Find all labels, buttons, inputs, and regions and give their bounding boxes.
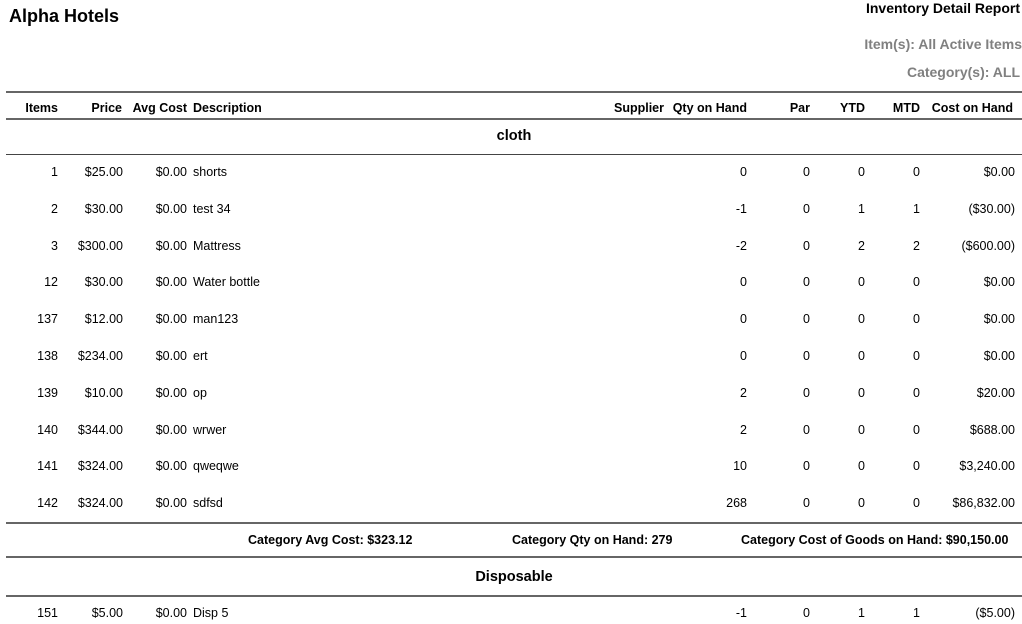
row-cell-item: 142 xyxy=(37,496,58,510)
column-header-cost-on-hand: Cost on Hand xyxy=(931,101,1013,115)
row-cell-item: 2 xyxy=(51,202,58,216)
row-cell-qty: 268 xyxy=(726,496,747,510)
row-cell-item: 137 xyxy=(37,312,58,326)
row-cell-ytd: 0 xyxy=(858,496,865,510)
row-cell-avg-cost: $0.00 xyxy=(155,606,187,620)
divider xyxy=(6,118,1022,120)
divider xyxy=(6,595,1022,597)
row-cell-par: 0 xyxy=(803,459,810,473)
row-cell-mtd: 0 xyxy=(913,349,920,363)
row-cell-par: 0 xyxy=(803,239,810,253)
row-cell-avg-cost: $0.00 xyxy=(155,423,187,437)
row-cell-qty: 2 xyxy=(740,423,747,437)
divider xyxy=(6,91,1022,93)
row-cell-par: 0 xyxy=(803,202,810,216)
divider xyxy=(6,556,1022,558)
category-heading-cloth: cloth xyxy=(496,128,532,144)
row-cell-description: wrwer xyxy=(193,423,227,437)
row-cell-ytd: 1 xyxy=(858,202,865,216)
row-cell-ytd: 2 xyxy=(858,239,865,253)
row-cell-par: 0 xyxy=(803,423,810,437)
category-avg-cost: Category Avg Cost: $323.12 xyxy=(248,533,413,547)
column-header-qty-on-hand: Qty on Hand xyxy=(672,101,747,115)
row-cell-avg-cost: $0.00 xyxy=(155,349,187,363)
report-title: Inventory Detail Report xyxy=(865,0,1020,16)
row-cell-cost: $3,240.00 xyxy=(959,459,1015,473)
row-cell-price: $30.00 xyxy=(84,202,123,216)
row-cell-mtd: 0 xyxy=(913,165,920,179)
row-cell-qty: 10 xyxy=(733,459,747,473)
row-cell-description: op xyxy=(193,386,207,400)
row-cell-avg-cost: $0.00 xyxy=(155,275,187,289)
row-cell-avg-cost: $0.00 xyxy=(155,312,187,326)
row-cell-item: 140 xyxy=(37,423,58,437)
row-cell-ytd: 0 xyxy=(858,312,865,326)
row-cell-mtd: 0 xyxy=(913,275,920,289)
row-cell-price: $12.00 xyxy=(84,312,123,326)
row-cell-price: $324.00 xyxy=(77,459,123,473)
row-cell-cost: ($30.00) xyxy=(968,202,1015,216)
row-cell-ytd: 0 xyxy=(858,423,865,437)
column-header-description: Description xyxy=(193,101,262,115)
row-cell-ytd: 0 xyxy=(858,275,865,289)
column-header-avg-cost: Avg Cost xyxy=(132,101,187,115)
row-cell-cost: ($5.00) xyxy=(975,606,1015,620)
row-cell-price: $30.00 xyxy=(84,275,123,289)
row-cell-item: 139 xyxy=(37,386,58,400)
row-cell-qty: -2 xyxy=(735,239,747,253)
column-header-par: Par xyxy=(789,101,810,115)
column-header-supplier: Supplier xyxy=(613,101,664,115)
row-cell-mtd: 0 xyxy=(913,496,920,510)
row-cell-avg-cost: $0.00 xyxy=(155,459,187,473)
row-cell-price: $344.00 xyxy=(77,423,123,437)
divider xyxy=(6,154,1022,155)
category-filter: Category(s): ALL xyxy=(906,64,1020,80)
row-cell-par: 0 xyxy=(803,606,810,620)
row-cell-mtd: 0 xyxy=(913,423,920,437)
row-cell-avg-cost: $0.00 xyxy=(155,496,187,510)
row-cell-price: $300.00 xyxy=(77,239,123,253)
row-cell-ytd: 1 xyxy=(858,606,865,620)
row-cell-cost: $0.00 xyxy=(983,165,1015,179)
row-cell-mtd: 0 xyxy=(913,459,920,473)
row-cell-avg-cost: $0.00 xyxy=(155,165,187,179)
row-cell-avg-cost: $0.00 xyxy=(155,202,187,216)
category-heading-disposable: Disposable xyxy=(475,569,553,585)
column-header-ytd: YTD xyxy=(840,101,865,115)
row-cell-item: 1 xyxy=(51,165,58,179)
row-cell-mtd: 0 xyxy=(913,386,920,400)
divider xyxy=(6,522,1022,524)
row-cell-avg-cost: $0.00 xyxy=(155,239,187,253)
row-cell-cost: $688.00 xyxy=(969,423,1015,437)
row-cell-price: $324.00 xyxy=(77,496,123,510)
row-cell-item: 3 xyxy=(51,239,58,253)
row-cell-qty: -1 xyxy=(735,606,747,620)
row-cell-description: Water bottle xyxy=(193,275,260,289)
row-cell-par: 0 xyxy=(803,496,810,510)
row-cell-description: ert xyxy=(193,349,208,363)
row-cell-cost: ($600.00) xyxy=(961,239,1015,253)
row-cell-description: qweqwe xyxy=(193,459,239,473)
row-cell-description: shorts xyxy=(193,165,228,179)
row-cell-mtd: 1 xyxy=(913,202,920,216)
column-header-price: Price xyxy=(91,101,122,115)
row-cell-cost: $0.00 xyxy=(983,275,1015,289)
items-filter: Item(s): All Active Items xyxy=(864,36,1022,52)
column-header-items: Items xyxy=(25,101,58,115)
row-cell-qty: -1 xyxy=(735,202,747,216)
row-cell-description: test 34 xyxy=(193,202,231,216)
category-qty-on-hand: Category Qty on Hand: 279 xyxy=(512,533,673,547)
row-cell-cost: $0.00 xyxy=(983,349,1015,363)
row-cell-qty: 0 xyxy=(740,312,747,326)
row-cell-item: 141 xyxy=(37,459,58,473)
row-cell-qty: 0 xyxy=(740,349,747,363)
row-cell-item: 12 xyxy=(44,275,58,289)
row-cell-ytd: 0 xyxy=(858,165,865,179)
row-cell-description: Mattress xyxy=(193,239,241,253)
row-cell-cost: $0.00 xyxy=(983,312,1015,326)
row-cell-mtd: 0 xyxy=(913,312,920,326)
row-cell-ytd: 0 xyxy=(858,459,865,473)
row-cell-avg-cost: $0.00 xyxy=(155,386,187,400)
row-cell-par: 0 xyxy=(803,165,810,179)
row-cell-price: $234.00 xyxy=(77,349,123,363)
row-cell-ytd: 0 xyxy=(858,386,865,400)
category-cost-of-goods: Category Cost of Goods on Hand: $90,150.00 xyxy=(741,533,1009,547)
row-cell-description: Disp 5 xyxy=(193,606,229,620)
row-cell-price: $25.00 xyxy=(84,165,123,179)
row-cell-mtd: 1 xyxy=(913,606,920,620)
row-cell-price: $5.00 xyxy=(91,606,123,620)
row-cell-item: 151 xyxy=(37,606,58,620)
row-cell-ytd: 0 xyxy=(858,349,865,363)
row-cell-cost: $20.00 xyxy=(976,386,1015,400)
company-name: Alpha Hotels xyxy=(9,6,120,26)
row-cell-par: 0 xyxy=(803,349,810,363)
row-cell-cost: $86,832.00 xyxy=(952,496,1015,510)
row-cell-description: sdfsd xyxy=(193,496,223,510)
row-cell-price: $10.00 xyxy=(84,386,123,400)
row-cell-qty: 0 xyxy=(740,275,747,289)
row-cell-qty: 0 xyxy=(740,165,747,179)
column-header-mtd: MTD xyxy=(892,101,920,115)
row-cell-par: 0 xyxy=(803,275,810,289)
row-cell-par: 0 xyxy=(803,312,810,326)
row-cell-mtd: 2 xyxy=(913,239,920,253)
row-cell-par: 0 xyxy=(803,386,810,400)
row-cell-description: man123 xyxy=(193,312,239,326)
row-cell-qty: 2 xyxy=(740,386,747,400)
row-cell-item: 138 xyxy=(37,349,58,363)
